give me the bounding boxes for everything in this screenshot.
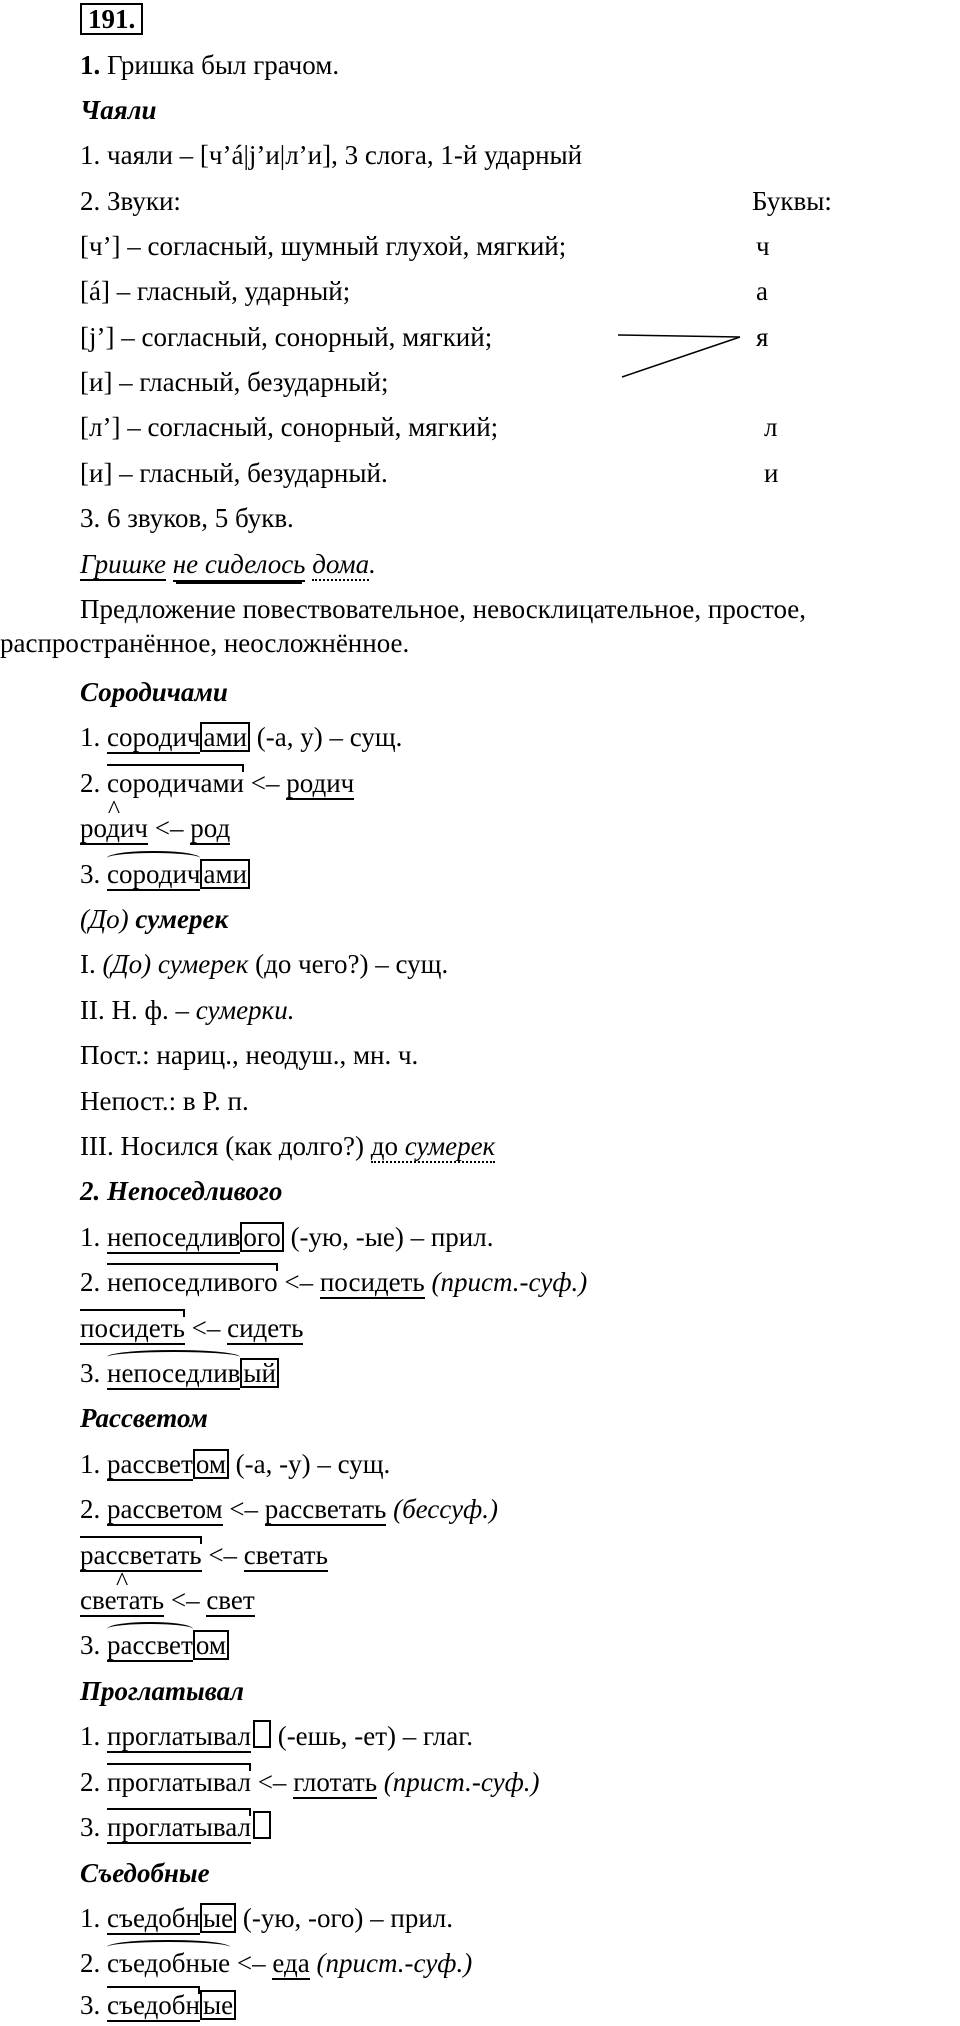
ya-connector-lines xyxy=(610,325,750,385)
sorodichami-heading: Сородичами xyxy=(80,677,228,707)
letter-cell: ч xyxy=(756,231,770,261)
sumerek-line4: Непост.: в Р. п. xyxy=(80,1086,249,1116)
rassvetom-line5: 3. рассвет ом xyxy=(80,1628,229,1662)
sounds-label: 2. Звуки: xyxy=(80,186,181,216)
sorodichami-line3: ^ родич <– род xyxy=(80,811,230,845)
letter-cell: я xyxy=(756,322,769,352)
sumerek-line2: II. Н. ф. – сумерки. xyxy=(80,995,295,1025)
sedobnye-heading: Съедобные xyxy=(80,1858,210,1888)
rassvetom-heading: Рассветом xyxy=(80,1403,208,1433)
neposedlivogo-line2: 2. непоседливого <– посидеть (прист.-суф.) xyxy=(80,1267,588,1297)
sorodichami-line1: 1. сородич ами (-а, у) – сущ. xyxy=(80,722,403,752)
sound-row: [и] – гласный, безударный; xyxy=(80,367,389,397)
task-number: 191. xyxy=(80,2,143,36)
part1-sentence: 1. Гришка был грачом. xyxy=(80,50,340,80)
sorodichami-line4: 3. сородич ами xyxy=(80,857,250,891)
sumerek-line5: III. Носился (как долго?) до сумерек xyxy=(80,1131,496,1161)
proglatyval-line3: 3. проглатывал xyxy=(80,1810,271,1844)
neposedlivogo-line3: посидеть <– сидеть xyxy=(80,1313,304,1343)
neposedlivogo-heading: 2. Непоседливого xyxy=(80,1176,283,1206)
sedobnye-line3: 3. съедобн ые xyxy=(80,1988,236,2022)
parsed-sentence: Гришке не сиделось дома. xyxy=(80,547,376,581)
neposedlivogo-line1: 1. непоседлив ого (-ую, -ые) – прил. xyxy=(80,1222,494,1252)
predicate: не сиделось xyxy=(173,549,306,582)
sound-row: [j’] – согласный, сонорный, мягкий; xyxy=(80,322,493,352)
rassvetom-line3: рассветать <– светать xyxy=(80,1540,328,1570)
chayali-heading: Чаяли xyxy=(80,95,157,125)
null-ending-box xyxy=(253,1720,271,1748)
sentence-description: Предложение повествовательное, невосклицательное, простое, распространённое, неосложнённое. xyxy=(0,594,807,658)
rassvetom-line1: 1. рассвет ом (-а, -у) – сущ. xyxy=(80,1449,391,1479)
sound-row: [á] – гласный, ударный; xyxy=(80,276,351,306)
sound-row: [ч’] – согласный, шумный глухой, мягкий; xyxy=(80,231,567,261)
letters-label: Буквы: xyxy=(752,186,832,216)
sound-row: [л’] – согласный, сонорный, мягкий; xyxy=(80,412,499,442)
null-ending-box xyxy=(253,1811,271,1839)
neposedlivogo-line4: 3. непоседлив ый xyxy=(80,1356,279,1390)
proglatyval-heading: Проглатывал xyxy=(80,1676,244,1706)
sumerek-heading: (До) сумерек xyxy=(80,904,229,934)
chayali-transcription: 1. чаяли – [ч’á|j’и|л’и], 3 слога, 1-й ударный xyxy=(80,140,583,170)
sound-letter-summary: 3. 6 звуков, 5 букв. xyxy=(80,503,294,533)
sorodichami-line2: 2. сородичами <– родич xyxy=(80,768,355,798)
sumerek-line3: Пост.: нариц., неодуш., мн. ч. xyxy=(80,1040,419,1070)
sumerek-line1: I. (До) сумерек (до чего?) – сущ. xyxy=(80,949,449,979)
sound-row: [и] – гласный, безударный. xyxy=(80,458,388,488)
letter-cell: и xyxy=(764,458,779,488)
subject: Гришке xyxy=(80,549,166,579)
rassvetom-line2: 2. рассветом <– рассветать (бессуф.) xyxy=(80,1494,498,1524)
rassvetom-line4: ^ светать <– свет xyxy=(80,1583,255,1617)
proglatyval-line2: 2. проглатывал <– глотать (прист.-суф.) xyxy=(80,1767,540,1797)
circumstance: дома xyxy=(312,549,370,579)
letter-cell: а xyxy=(756,276,768,306)
proglatyval-line1: 1. проглатывал (-ешь, -ет) – глаг. xyxy=(80,1721,473,1751)
sedobnye-line2: 2. съедобные <– еда (прист.-суф.) xyxy=(80,1948,473,1978)
sedobnye-line1: 1. съедобн ые (-ую, -ого) – прил. xyxy=(80,1903,454,1933)
letter-cell: л xyxy=(764,412,778,442)
